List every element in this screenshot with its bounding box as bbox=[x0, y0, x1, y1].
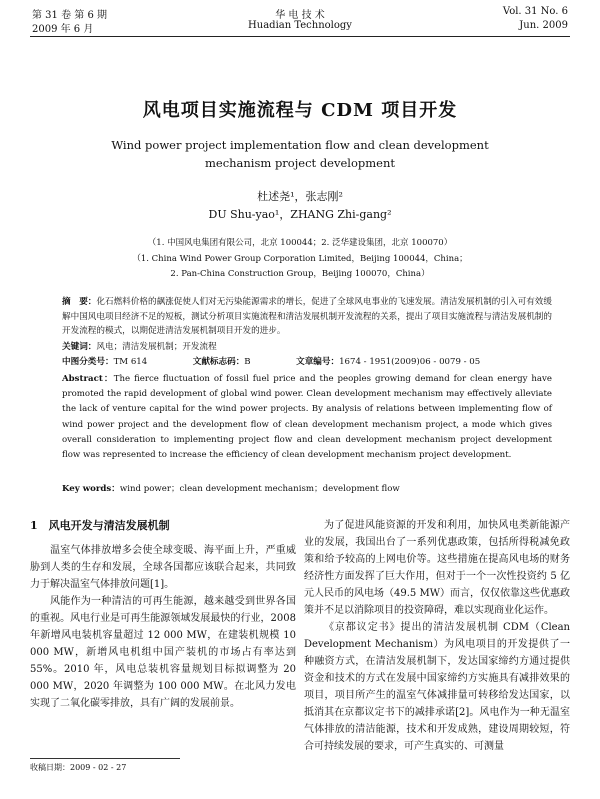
received-date: 收稿日期：2009 - 02 - 27 bbox=[30, 763, 127, 772]
abstract-en-text: The fierce fluctuation of fossil fuel price and the peoples growing demand for clean energy have promoted the rapid development of global wind power. Clean development mechanism may effectively alleviate the lack of venture capital for the wind power projects. By analysis of relations between implementing flow of wind power project and the development flow of clean development mechanism project, a mode which gives overall consideration to implementing project flow and clean development mechanism project development flow was represented to increase the efficiency of clean development mechanism project development. bbox=[62, 374, 552, 461]
keywords-en-label: Key words： bbox=[62, 484, 120, 494]
journal-name-cn: 华 电 技 术 bbox=[275, 10, 325, 21]
article-id-label: 文章编号： bbox=[296, 357, 340, 367]
abstract-en-label: Abstract： bbox=[62, 374, 114, 384]
doc-code-value: B bbox=[244, 357, 251, 367]
keywords-cn bbox=[62, 340, 552, 355]
abstract-cn bbox=[62, 295, 552, 339]
journal-date-en: Jun. 2009 bbox=[519, 20, 568, 31]
right-paragraph-2: 《京都议定书》提出的清洁发展机制 CDM（Clean Development Mechanism）为风电项目的开发提供了一种融资方式，在清洁发展机制下，发达国家缔约方通过提供资金和技术的方式在发展中国家缔约方实施具有减排效果的项目，项目所产生的温室气体减排量可转移给发达国家，以抵消其在京都议定书下的减排承诺[2]。风电作为一种无温室气体排放的清洁能源，技术和开发成熟，建设周期较短，符合可持续发展的要求，可产生真实的、可测量 bbox=[304, 622, 570, 752]
section1-paragraph-1: 温室气体排放增多会使全球变暖、海平面上升，严重威胁到人类的生存和发展，全球各国都应该联合起来，共同致力于解决温室气体排放问题[1]。 bbox=[30, 545, 296, 590]
right-column bbox=[304, 517, 570, 755]
journal-volume-en: Vol. 31 No. 6 bbox=[502, 6, 568, 17]
classification-line bbox=[62, 355, 552, 370]
keywords-cn-text: 风电；清洁发展机制；开发流程 bbox=[96, 342, 217, 352]
abstract-en bbox=[62, 372, 552, 463]
title-en-line2: mechanism project development bbox=[204, 156, 395, 170]
footnote-rule bbox=[30, 758, 180, 759]
header-rule bbox=[30, 36, 570, 37]
section-heading: 1 风电开发与清洁发展机制 bbox=[30, 519, 170, 532]
keywords-en-text: wind power；clean development mechanism；development flow bbox=[119, 484, 400, 494]
title-en-line1: Wind power project implementation flow and clean development bbox=[111, 138, 489, 152]
affiliation-en-2: 2. Pan-China Construction Group，Beijing 100070，China） bbox=[170, 269, 430, 279]
journal-name-en: Huadian Technology bbox=[248, 20, 352, 31]
article-id-value: 1674 - 1951(2009)06 - 0079 - 05 bbox=[339, 357, 481, 367]
right-paragraph-1: 为了促进风能资源的开发和利用，加快风电类新能源产业的发展，我国出台了一系列优惠政策，包括所得税减免政策和给予较高的上网电价等。这些措施在提高风电场的财务经济性方面发挥了巨大作用，但对于一个一次性投资约 5 亿元人民币的风电场（49.5 MW）而言，仅仅依靠这些优惠政策并不足以消除项目的投资障碍，难以实现商业化运作。 bbox=[304, 520, 570, 616]
keywords-en bbox=[62, 482, 552, 497]
journal-date-cn: 2009 年 6 月 bbox=[32, 24, 94, 35]
journal-volume-cn: 第 31 卷 第 6 期 bbox=[32, 10, 107, 21]
section1-paragraph-2: 风能作为一种清洁的可再生能源，越来越受到世界各国的重视。风电行业是可再生能源领域发展最快的行业，2008 年新增风电装机容量超过 12 000 MW，在建装机规模 10 000 MW，新增风电机组中国产装机的市场占有率达到 55%。2010 年，风电总装机容量规划目标拟调整为 20 000 MW，2020 年调整为 100 000 MW。在北风力发电实现了二氧化碳零排放，具有广阔的发展前景。 bbox=[30, 596, 296, 709]
affiliation-en-1: （1. China Wind Power Group Corporation Limited，Beijing 100044，China； bbox=[132, 254, 468, 264]
abstract-cn-text: 化石燃料价格的飙涨促使人们对无污染能源需求的增长，促进了全球风电事业的飞速发展。清洁发展机制的引入可有效缓解中国风电项目经济不足的短板，测试分析项目实施流程和清洁发展机制开发流程的关系，提出了项目实施流程与清洁发展机制的开发流程的模式，以期促进清洁发展机制项目开发的进步。 bbox=[62, 297, 552, 337]
doc-code-label: 文献标志码： bbox=[192, 357, 245, 367]
title-cn: 风电项目实施流程与 CDM 项目开发 bbox=[142, 100, 458, 121]
clc-value: TM 614 bbox=[113, 357, 148, 367]
left-column bbox=[30, 517, 296, 712]
authors-en: DU Shu-yao¹，ZHANG Zhi-gang² bbox=[208, 208, 392, 221]
affiliation-cn: （1. 中国风电集团有限公司，北京 100044；2. 泛华建设集团，北京 100070） bbox=[147, 238, 453, 248]
abstract-cn-label: 摘 要： bbox=[62, 297, 97, 307]
clc-label: 中图分类号： bbox=[62, 357, 114, 367]
authors-cn: 杜述尧¹，张志刚² bbox=[257, 190, 343, 203]
keywords-cn-label: 关键词： bbox=[62, 342, 97, 352]
